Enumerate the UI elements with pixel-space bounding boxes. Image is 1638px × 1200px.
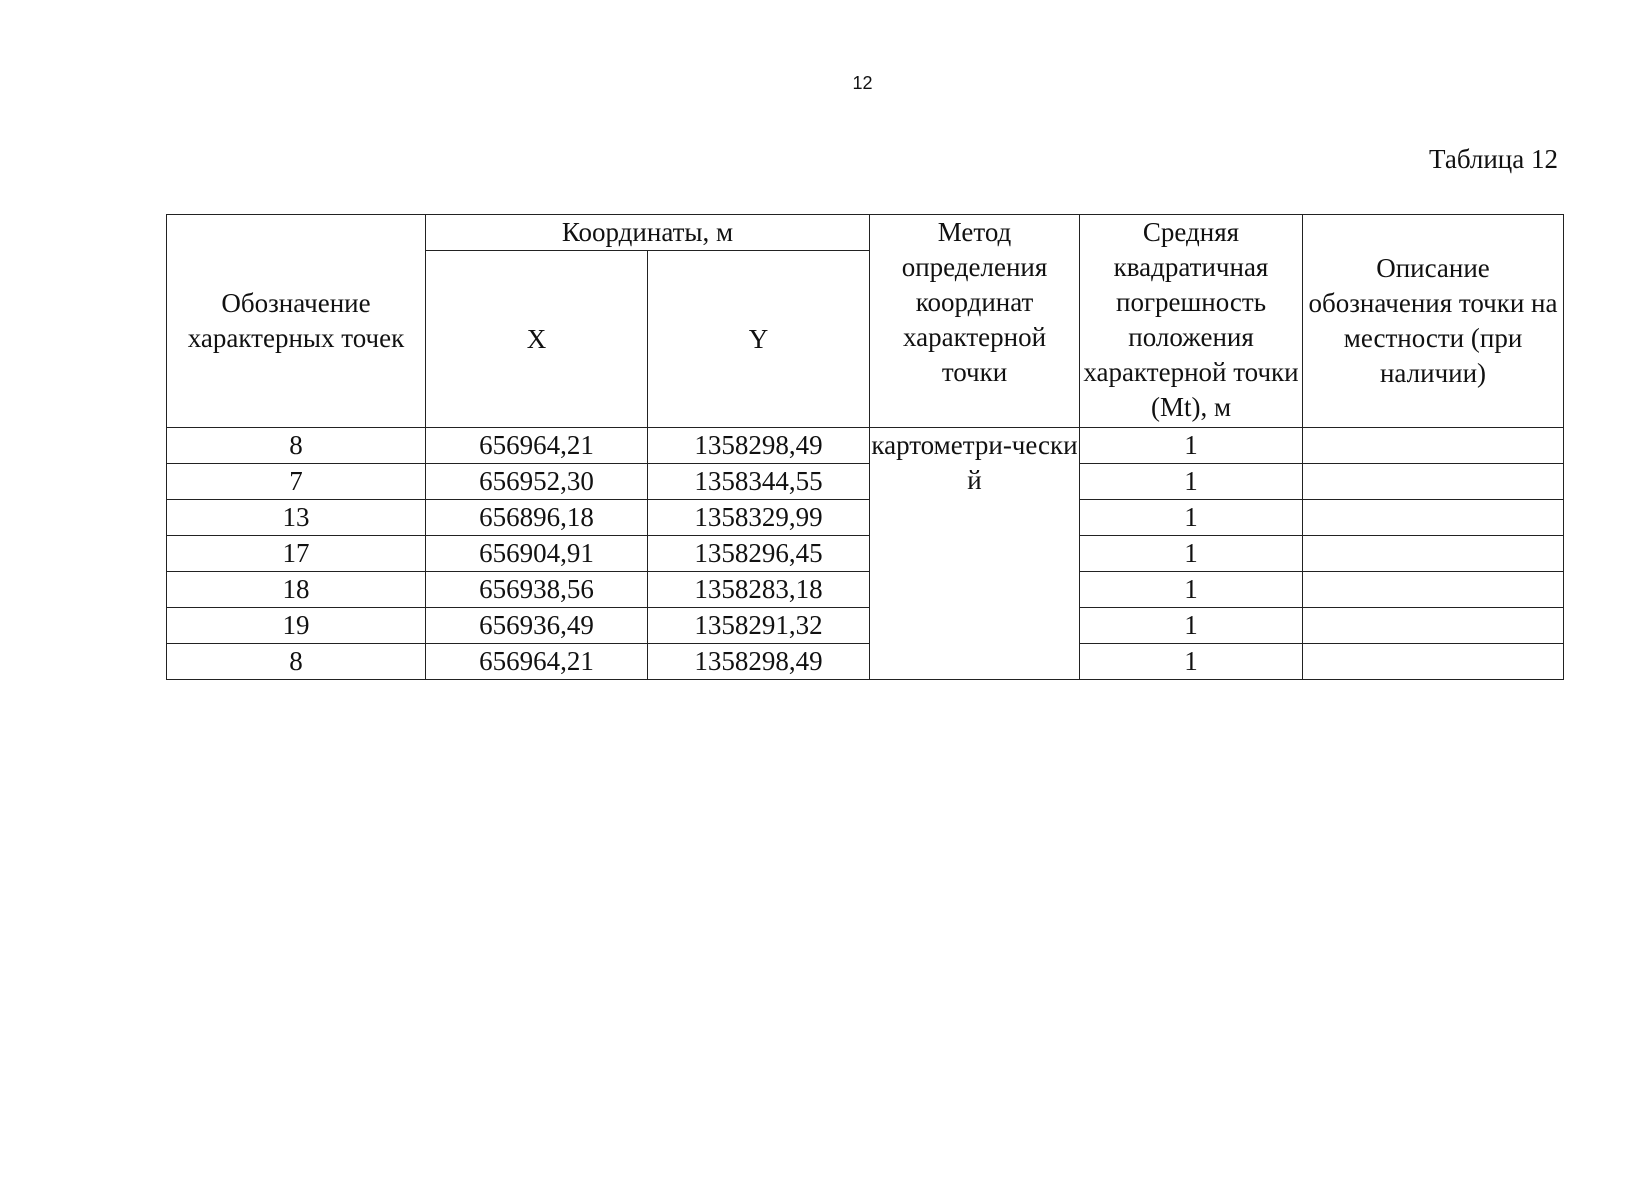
cell-mt: 1 — [1080, 428, 1303, 464]
cell-point: 13 — [167, 500, 426, 536]
cell-x: 656964,21 — [426, 428, 648, 464]
cell-y: 1358298,49 — [648, 428, 870, 464]
table-row — [167, 536, 1564, 572]
cell-y: 1358291,32 — [648, 608, 870, 644]
cell-method: картометри-ческий — [870, 428, 1080, 680]
cell-y: 1358298,49 — [648, 644, 870, 680]
cell-description — [1303, 644, 1564, 680]
cell-y: 1358283,18 — [648, 572, 870, 608]
cell-point: 19 — [167, 608, 426, 644]
header-coordinates: Координаты, м — [426, 215, 870, 251]
table-row — [167, 428, 1564, 464]
cell-x: 656938,56 — [426, 572, 648, 608]
cell-description — [1303, 536, 1564, 572]
cell-mt: 1 — [1080, 464, 1303, 500]
cell-description — [1303, 464, 1564, 500]
cell-x: 656936,49 — [426, 608, 648, 644]
header-error: Средняя квадратичная погрешность положения характерной точки (Mt), м — [1080, 215, 1303, 428]
cell-description — [1303, 500, 1564, 536]
cell-x: 656896,18 — [426, 500, 648, 536]
cell-point: 8 — [167, 644, 426, 680]
cell-x: 656964,21 — [426, 644, 648, 680]
cell-x: 656904,91 — [426, 536, 648, 572]
cell-description — [1303, 428, 1564, 464]
header-method: Метод определения координат характерной точки — [870, 215, 1080, 428]
table-row — [167, 644, 1564, 680]
cell-mt: 1 — [1080, 536, 1303, 572]
table-row — [167, 572, 1564, 608]
table-row — [167, 464, 1564, 500]
cell-mt: 1 — [1080, 572, 1303, 608]
cell-point: 17 — [167, 536, 426, 572]
page-number: 12 — [852, 73, 873, 93]
header-y: Y — [648, 251, 870, 428]
table-row — [167, 608, 1564, 644]
header-description: Описание обозначения точки на местности (при наличии) — [1303, 215, 1564, 428]
cell-point: 7 — [167, 464, 426, 500]
cell-description — [1303, 608, 1564, 644]
cell-mt: 1 — [1080, 644, 1303, 680]
cell-y: 1358296,45 — [648, 536, 870, 572]
cell-description — [1303, 572, 1564, 608]
cell-point: 8 — [167, 428, 426, 464]
cell-mt: 1 — [1080, 500, 1303, 536]
cell-mt: 1 — [1080, 608, 1303, 644]
table-caption: Таблица 12 — [1429, 144, 1558, 174]
coordinates-table — [166, 214, 1564, 680]
header-designation: Обозначение характерных точек — [167, 215, 426, 428]
cell-point: 18 — [167, 572, 426, 608]
cell-x: 656952,30 — [426, 464, 648, 500]
cell-y: 1358329,99 — [648, 500, 870, 536]
table-row — [167, 500, 1564, 536]
cell-y: 1358344,55 — [648, 464, 870, 500]
header-x: X — [426, 251, 648, 428]
